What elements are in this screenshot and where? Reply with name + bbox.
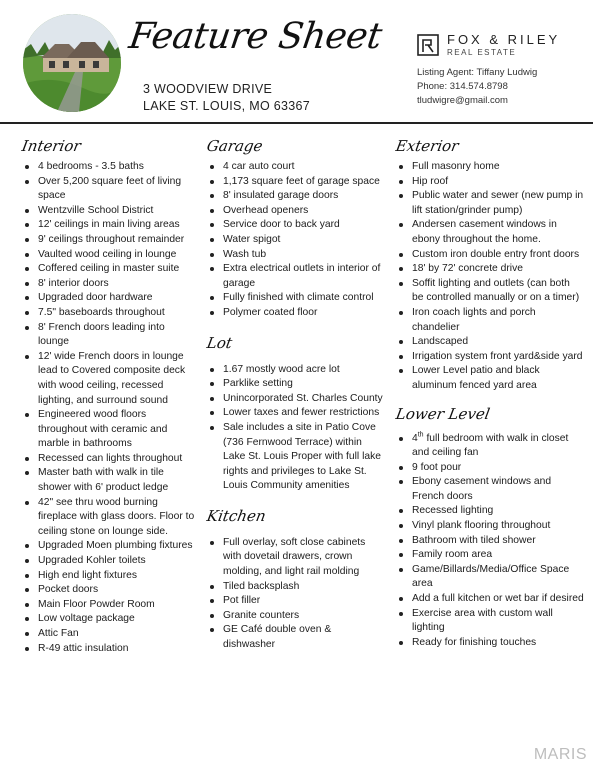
exterior-list	[396, 160, 584, 394]
house-photo-image	[23, 14, 121, 112]
list-item: Custom iron double entry front doors	[396, 248, 584, 263]
list-item: 18' by 72' concrete drive	[396, 262, 584, 277]
interior-list	[22, 160, 197, 656]
maris-watermark: MARIS	[533, 746, 587, 763]
list-item: Upgraded Moen plumbing fixtures	[22, 539, 197, 554]
list-item: Main Floor Powder Room	[22, 598, 197, 613]
list-item: Water spigot	[207, 233, 385, 248]
list-item: Tiled backsplash	[207, 580, 385, 595]
list-item: Sale includes a site in Patio Cove (736 Fernwood Terrace) within Lake St. Louis Proper with full lake rights and privileges to Lake St. Louis Community amenities	[207, 421, 385, 494]
list-item: Pocket doors	[22, 583, 197, 598]
list-item: Lower Level patio and black aluminum fenced yard area	[396, 364, 584, 393]
list-item: Full masonry home	[396, 160, 584, 175]
list-item: Ready for finishing touches	[396, 636, 584, 651]
garage-list	[207, 160, 385, 321]
list-item: Coffered ceiling in master suite	[22, 262, 197, 277]
list-item: 7.5" baseboards throughout	[22, 306, 197, 321]
list-item: Granite counters	[207, 609, 385, 624]
list-item: Andersen casement windows in ebony throughout the home.	[396, 218, 584, 247]
list-item: Full overlay, soft close cabinets with dovetail drawers, crown molding, and light rail molding	[207, 536, 385, 580]
lower-level-list	[396, 432, 584, 651]
list-item: 8' interior doors	[22, 277, 197, 292]
list-item: Polymer coated floor	[207, 306, 385, 321]
list-item: Public water and sewer (new pump in lift station/grinder pump)	[396, 189, 584, 218]
list-item: Unincorporated St. Charles County	[207, 392, 385, 407]
list-item: Over 5,200 square feet of living space	[22, 175, 197, 204]
ordinal-suffix: th	[417, 431, 424, 439]
list-item: Hip roof	[396, 175, 584, 190]
garage-heading: Garage	[205, 137, 265, 155]
exterior-heading: Exterior	[394, 137, 461, 155]
address-line-1: 3 WOODVIEW DRIVE	[143, 82, 273, 96]
bedroom-description: full bedroom with walk in closet and ceiling fan	[412, 432, 569, 459]
list-item: Vinyl plank flooring throughout	[396, 519, 584, 534]
list-item: Irrigation system front yard&side yard	[396, 350, 584, 365]
right-column	[396, 132, 584, 650]
kitchen-heading: Kitchen	[205, 506, 268, 525]
list-item: 8' insulated garage doors	[207, 189, 385, 204]
list-item: Wash tub	[207, 248, 385, 263]
list-item: Extra electrical outlets in interior of garage	[207, 262, 385, 291]
list-item: 1,173 square feet of garage space	[207, 175, 385, 190]
list-item: Ebony casement windows and French doors	[396, 475, 584, 504]
house-photo	[23, 14, 121, 112]
list-item: 12' wide French doors in lounge lead to Covered composite deck with wood ceiling, recessed lighting, and surround sound	[22, 350, 197, 408]
list-item: Add a full kitchen or wet bar if desired	[396, 592, 584, 607]
list-item: GE Café double oven & dishwasher	[207, 623, 385, 652]
list-item: R-49 attic insulation	[22, 642, 197, 657]
list-item: Recessed lighting	[396, 504, 584, 519]
list-item: 12' ceilings in main living areas	[22, 218, 197, 233]
list-item: Bathroom with tiled shower	[396, 534, 584, 549]
list-item: Family room area	[396, 548, 584, 563]
list-item: Parklike setting	[207, 377, 385, 392]
lower-level-heading: Lower Level	[394, 404, 492, 423]
list-item: Exercise area with custom wall lighting	[396, 607, 584, 636]
list-item: 9 foot pour	[396, 461, 584, 476]
list-item: Overhead openers	[207, 204, 385, 219]
list-item: Landscaped	[396, 335, 584, 350]
list-item: 9' ceilings throughout remainder	[22, 233, 197, 248]
kitchen-list	[207, 536, 385, 653]
header-divider	[0, 122, 593, 124]
middle-column	[207, 132, 385, 653]
agent-email: tludwigre@gmail.com	[417, 95, 508, 106]
list-item: 1.67 mostly wood acre lot	[207, 363, 385, 378]
list-item: Upgraded Kohler toilets	[22, 554, 197, 569]
bedroom-number: 4	[412, 432, 418, 444]
fox-riley-logo-icon	[417, 34, 439, 56]
lot-list	[207, 363, 385, 494]
list-item: Attic Fan	[22, 627, 197, 642]
list-item: Engineered wood floors throughout with ceramic and marble in bathrooms	[22, 408, 197, 452]
list-item: Wentzville School District	[22, 204, 197, 219]
list-item: Upgraded door hardware	[22, 291, 197, 306]
list-item: 4 bedrooms - 3.5 baths	[22, 160, 197, 175]
listing-agent: Listing Agent: Tiffany Ludwig	[417, 67, 538, 78]
list-item: Service door to back yard	[207, 218, 385, 233]
list-item	[396, 432, 584, 461]
list-item: Vaulted wood ceiling in lounge	[22, 248, 197, 263]
list-item: 4 car auto court	[207, 160, 385, 175]
list-item: Lower taxes and fewer restrictions	[207, 406, 385, 421]
list-item: 8' French doors leading into lounge	[22, 321, 197, 350]
list-item: Game/Billards/Media/Office Space area	[396, 563, 584, 592]
agent-phone: Phone: 314.574.8798	[417, 81, 508, 92]
list-item: Recessed can lights throughout	[22, 452, 197, 467]
brand-subtitle: REAL ESTATE	[447, 48, 517, 57]
list-item: High end light fixtures	[22, 569, 197, 584]
address-line-2: LAKE ST. LOUIS, MO 63367	[143, 99, 310, 113]
feature-sheet-title: Feature Sheet	[126, 16, 385, 57]
interior-column	[22, 132, 197, 656]
brand-name: FOX & RILEY	[447, 32, 561, 47]
list-item: Iron coach lights and porch chandelier	[396, 306, 584, 335]
list-item: Fully finished with climate control	[207, 291, 385, 306]
list-item: Soffit lighting and outlets (can both be controlled manually or on a timer)	[396, 277, 584, 306]
list-item: Low voltage package	[22, 612, 197, 627]
list-item: 42" see thru wood burning fireplace with glass doors. Floor to ceiling stone on lounge side.	[22, 496, 197, 540]
header	[0, 0, 593, 122]
list-item: Pot filler	[207, 594, 385, 609]
list-item: Master bath with walk in tile shower with 6' product ledge	[22, 466, 197, 495]
lot-heading: Lot	[205, 333, 234, 352]
interior-heading: Interior	[20, 137, 83, 155]
